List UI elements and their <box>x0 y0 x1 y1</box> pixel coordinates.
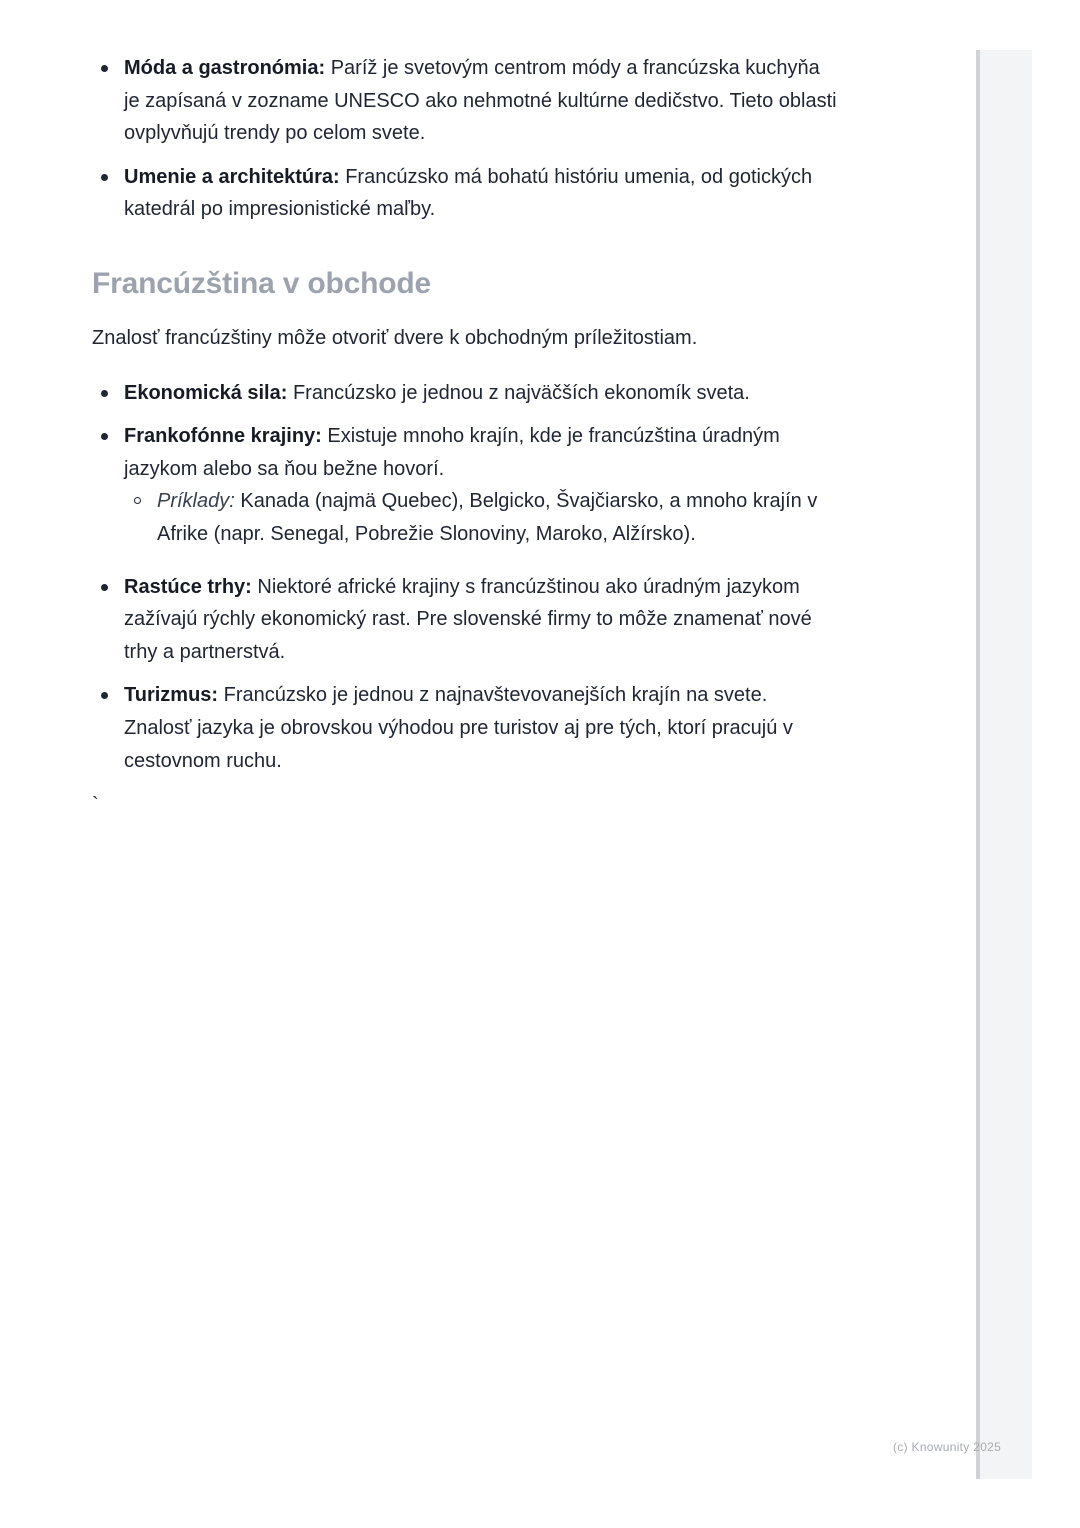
side-panel <box>976 50 1032 1479</box>
section-intro: Znalosť francúzštiny môže otvoriť dvere k obchodným príležitostiam. <box>92 326 698 349</box>
list-item-economic-power <box>92 377 837 410</box>
list-item-fashion-gastronomy <box>92 52 837 150</box>
list-item-growing-markets <box>92 571 837 669</box>
list-item-art-architecture <box>92 161 837 226</box>
stray-backtick: ` <box>92 794 99 817</box>
sublist-item-label: Príklady: <box>157 490 235 513</box>
list-item-term: Umenie a architektúra: <box>124 165 340 188</box>
list-item-term: Móda a gastronómia: <box>124 57 326 79</box>
examples-sublist <box>124 485 837 550</box>
list-item-text: Paríž je svetovým centrom módy a francúzska kuchyňa je zapísaná v zozname UNESCO ako nehmotné kultúrne dedičstvo. Tieto oblasti ovplyvňujú trendy po celom svete. <box>124 57 837 145</box>
list-item-text: Francúzsko je jednou z najväčších ekonomík sveta. <box>287 381 750 404</box>
footer-copyright: (c) Knowunity 2025 <box>893 1440 1002 1454</box>
list-item-text: Francúzsko je jednou z najnavštevovanejších krajín na svete. Znalosť jazyka je obrovskou výhodou pre turistov aj pre tých, ktorí pracujú v cestovnom ruchu. <box>124 684 793 772</box>
list-item-term: Frankofónne krajiny: <box>124 425 322 448</box>
section-heading-business: Francúzština v obchode <box>92 266 431 300</box>
list-item-text: Francúzsko má bohatú históriu umenia, od gotických katedrál po impresionistické maľby. <box>124 165 813 221</box>
list-item-term: Turizmus: <box>124 684 219 707</box>
culture-list <box>92 52 837 226</box>
list-item-term: Rastúce trhy: <box>124 575 252 598</box>
list-item-term: Ekonomická sila: <box>124 381 288 404</box>
list-item-text: Niektoré africké krajiny s francúzštinou ako úradným jazykom zažívajú rýchly ekonomický rast. Pre slovenské firmy to môže znamenať nové trhy a partnerstvá. <box>124 575 812 663</box>
business-list <box>92 377 837 778</box>
sublist-item-text: Kanada (najmä Quebec), Belgicko, Švajčiarsko, a mnoho krajín v Afrike (napr. Senegal, Pobrežie Slonoviny, Maroko, Alžírsko). <box>157 490 818 545</box>
list-item-tourism <box>92 679 837 777</box>
document-content <box>92 52 837 821</box>
list-item-francophone-countries <box>92 420 837 550</box>
sublist-item-examples <box>124 485 837 550</box>
list-item-text: Existuje mnoho krajín, kde je francúzština úradným jazykom alebo sa ňou bežne hovorí. <box>124 425 780 480</box>
